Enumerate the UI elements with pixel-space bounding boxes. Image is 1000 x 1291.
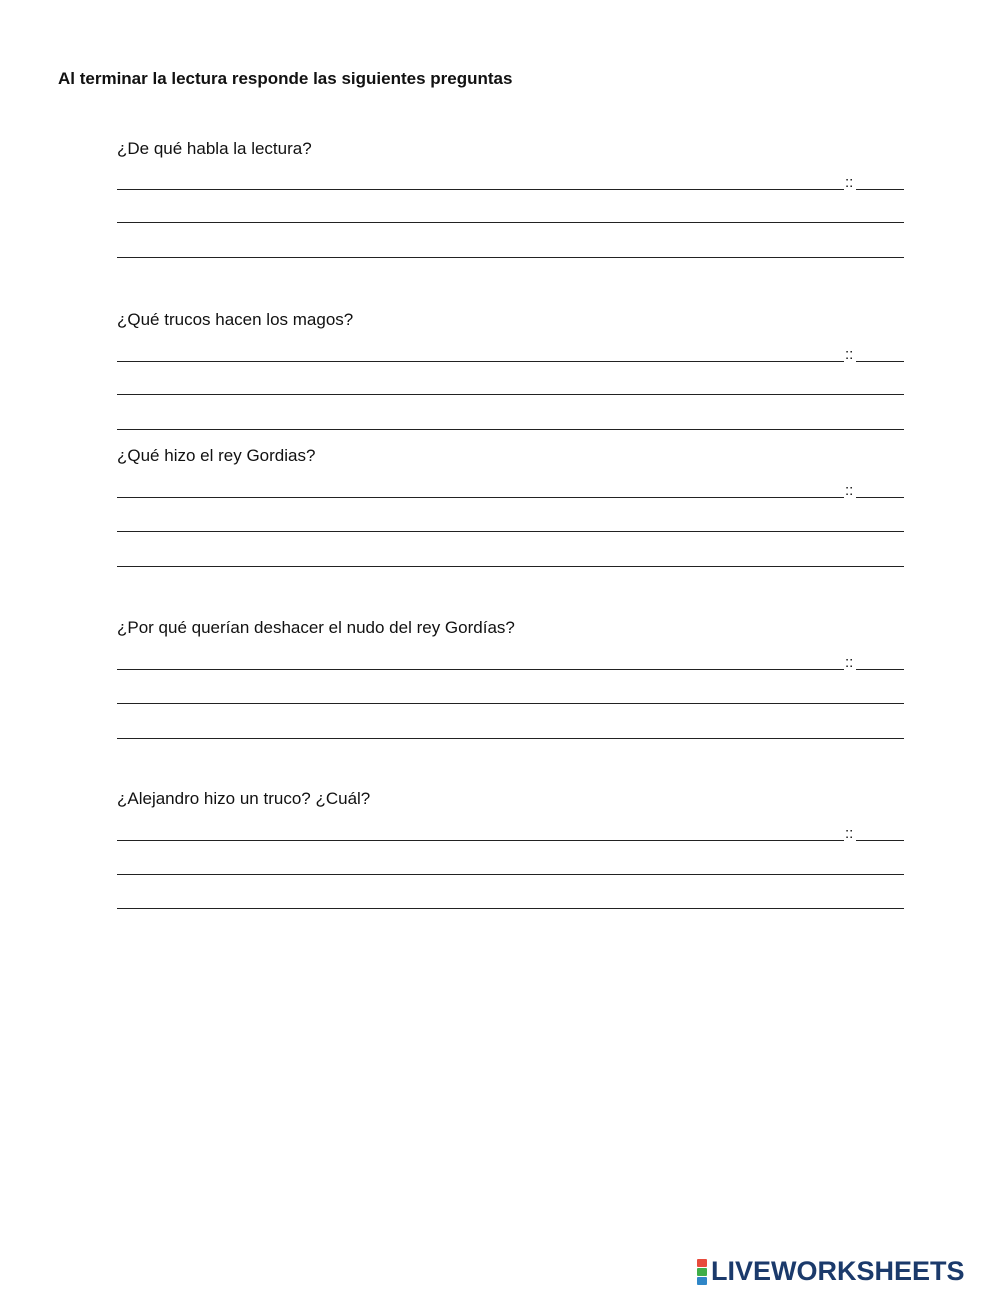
answer-line-2-3[interactable] bbox=[117, 429, 904, 430]
question-3: ¿Qué hizo el rey Gordias? bbox=[117, 446, 316, 465]
answer-line-4-3[interactable] bbox=[117, 738, 904, 739]
score-marker-3: :: bbox=[845, 482, 854, 499]
logo-block-blue bbox=[697, 1277, 707, 1285]
logo-block-green bbox=[697, 1268, 707, 1276]
question-5: ¿Alejandro hizo un truco? ¿Cuál? bbox=[117, 789, 371, 808]
answer-line-3-3[interactable] bbox=[117, 566, 904, 567]
answer-line-4-1[interactable] bbox=[117, 669, 844, 670]
logo-blocks-icon bbox=[697, 1259, 707, 1285]
logo-block-red bbox=[697, 1259, 707, 1267]
score-line-3[interactable] bbox=[856, 497, 904, 498]
answer-line-3-1[interactable] bbox=[117, 497, 844, 498]
answer-line-5-1[interactable] bbox=[117, 840, 844, 841]
answer-line-5-3[interactable] bbox=[117, 908, 904, 909]
answer-line-1-1[interactable] bbox=[117, 189, 844, 190]
score-marker-5: :: bbox=[845, 825, 854, 842]
question-1: ¿De qué habla la lectura? bbox=[117, 139, 312, 158]
score-marker-2: :: bbox=[845, 346, 854, 363]
answer-line-2-1[interactable] bbox=[117, 361, 844, 362]
score-line-1[interactable] bbox=[856, 189, 904, 190]
answer-line-1-2[interactable] bbox=[117, 222, 904, 223]
worksheet-title: Al terminar la lectura responde las siguientes preguntas bbox=[58, 69, 513, 88]
question-2: ¿Qué trucos hacen los magos? bbox=[117, 310, 354, 329]
score-marker-1: :: bbox=[845, 174, 854, 191]
answer-line-1-3[interactable] bbox=[117, 257, 904, 258]
score-line-2[interactable] bbox=[856, 361, 904, 362]
score-marker-4: :: bbox=[845, 654, 854, 671]
logo-text: LIVEWORKSHEETS bbox=[711, 1256, 965, 1286]
answer-line-3-2[interactable] bbox=[117, 531, 904, 532]
answer-line-5-2[interactable] bbox=[117, 874, 904, 875]
score-line-5[interactable] bbox=[856, 840, 904, 841]
question-4: ¿Por qué querían deshacer el nudo del rey Gordías? bbox=[117, 618, 515, 637]
liveworksheets-logo bbox=[697, 1256, 965, 1287]
answer-line-4-2[interactable] bbox=[117, 703, 904, 704]
score-line-4[interactable] bbox=[856, 669, 904, 670]
answer-line-2-2[interactable] bbox=[117, 394, 904, 395]
